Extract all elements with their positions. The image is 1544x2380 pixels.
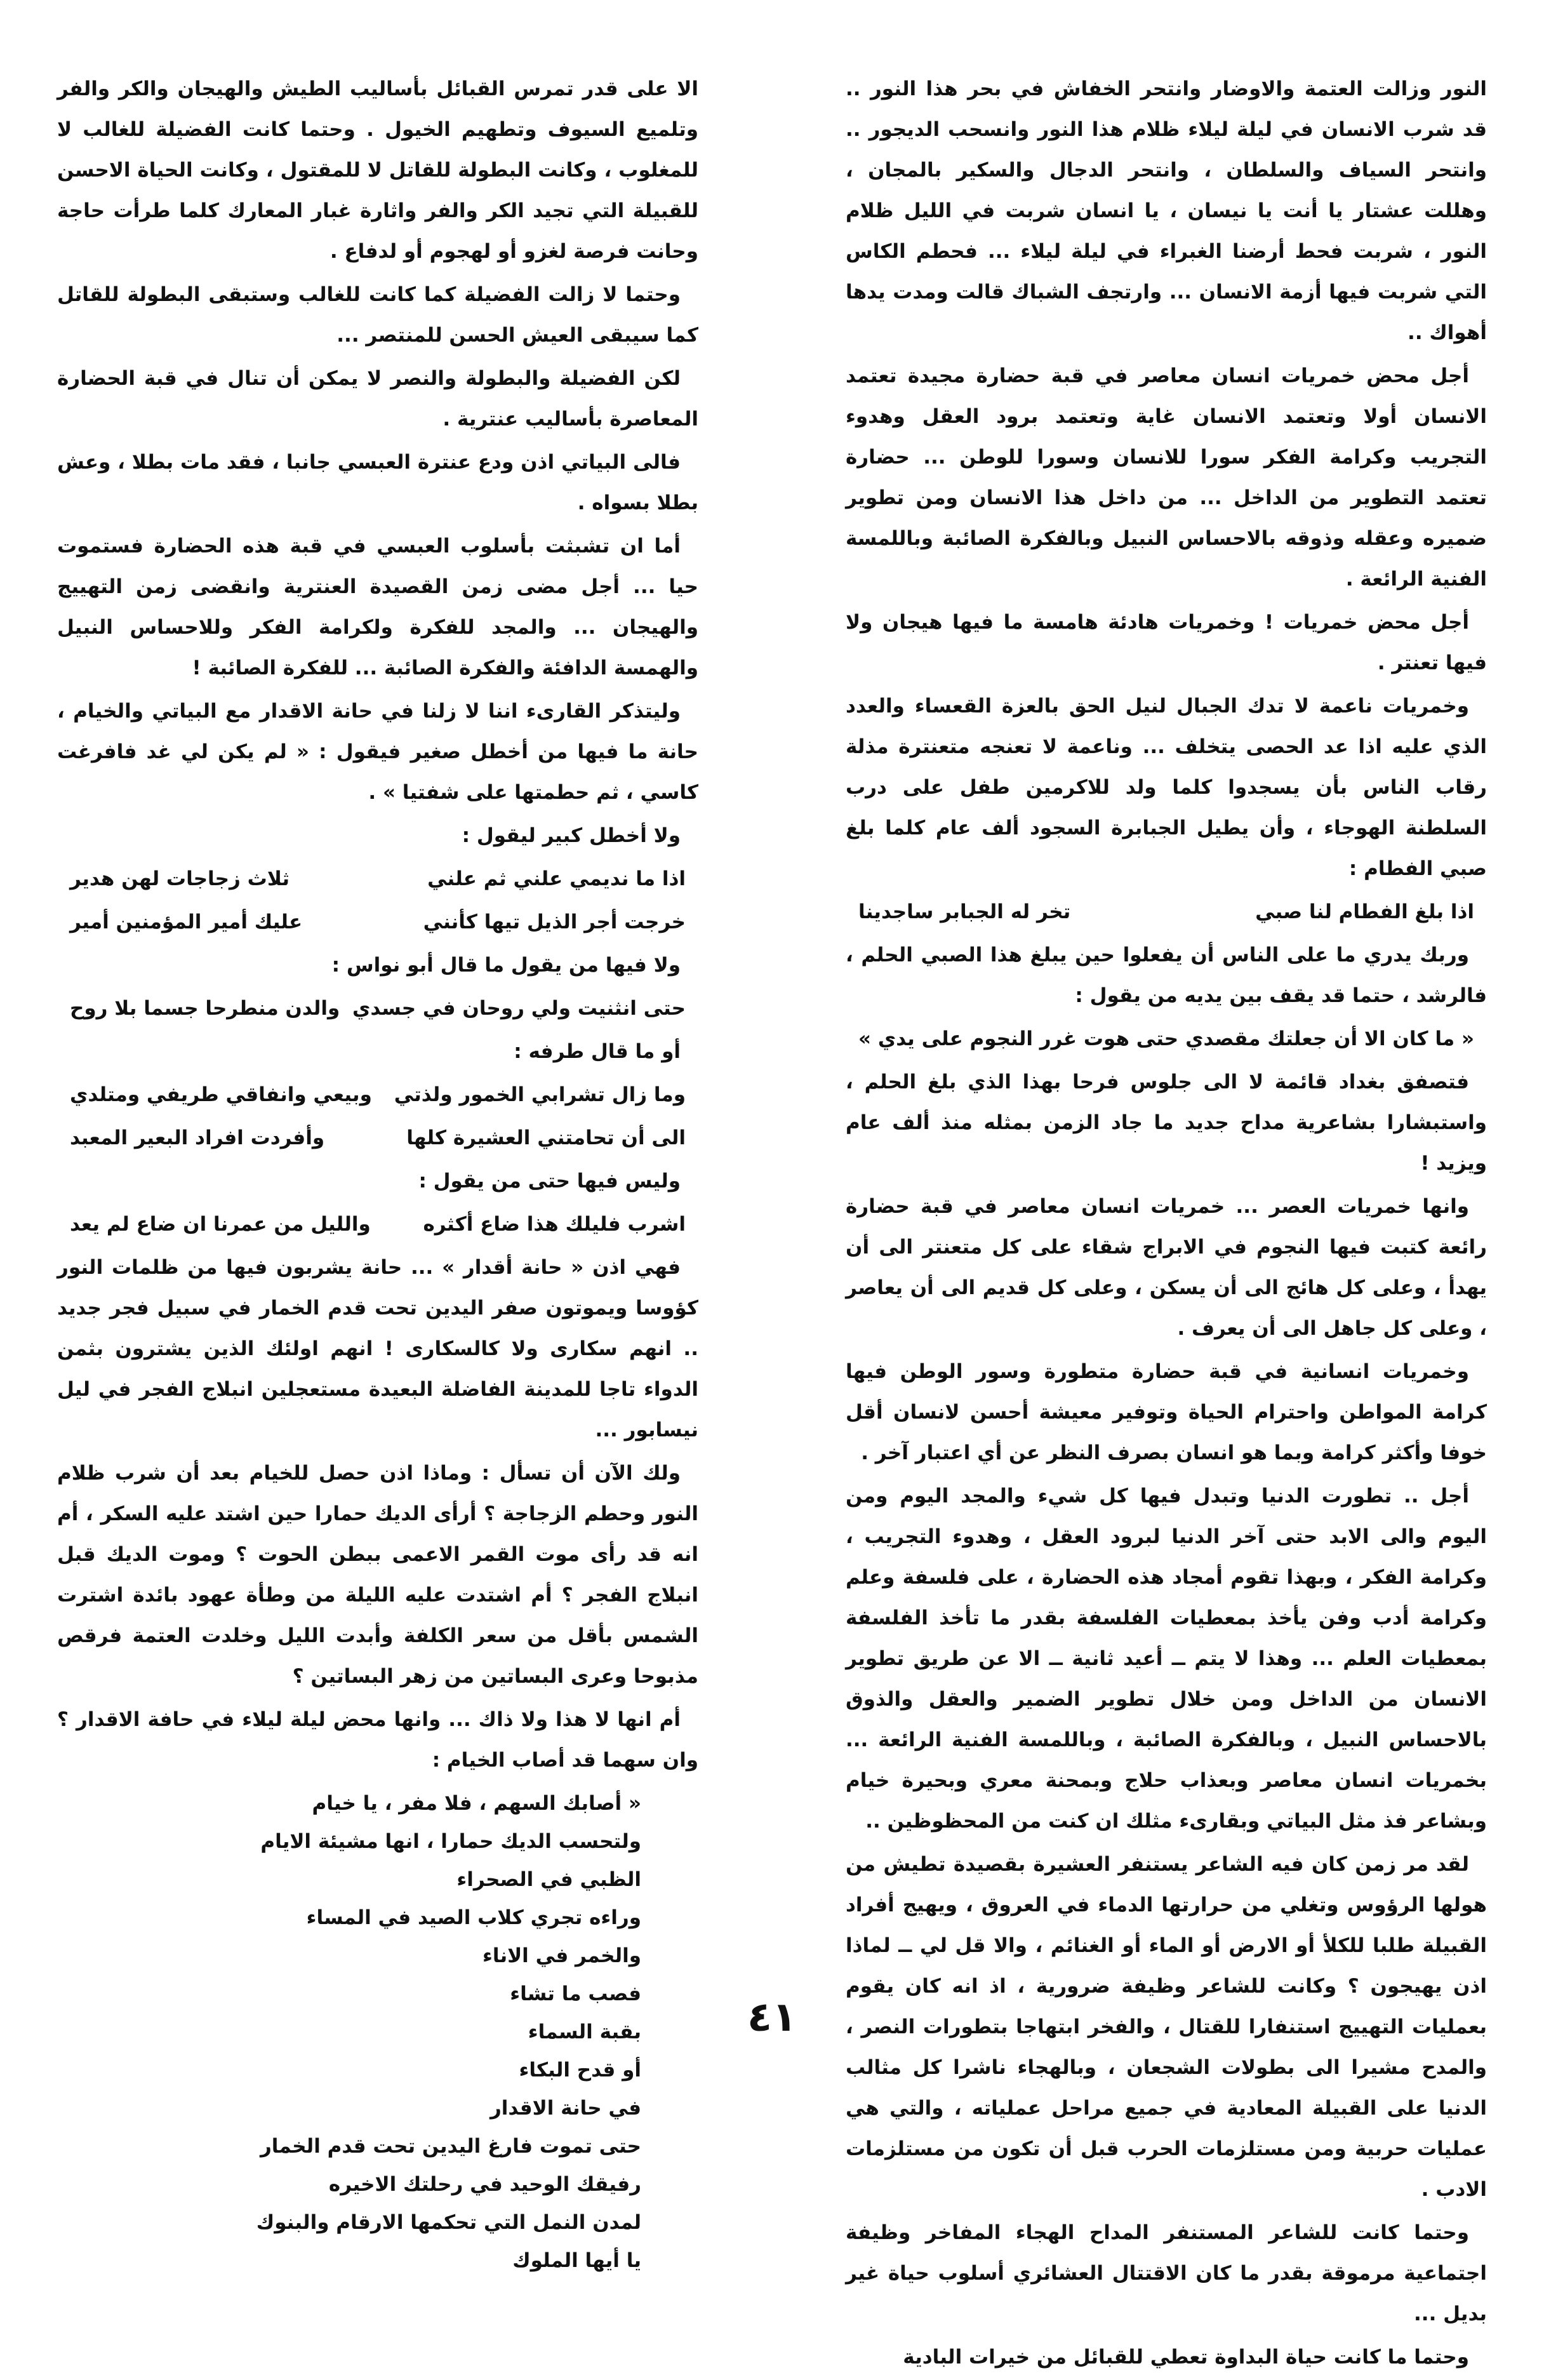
paragraph: وليتذكر القارىء اننا لا زلنا في حانة الاقدار مع البياتي والخيام ، حانة ما فيها من أخطل صغير فيقول : « لم يكن لي غد فافرغت كاسي ، ثم حطمتها على شفتيا » .	[57, 700, 698, 804]
paragraph: وخمريات ناعمة لا تدك الجبال لنيل الحق بالعزة القعساء والعدد الذي عليه اذا عد الحصى يتخلف ... وناعمة لا تعنجه متعنترة مذلة رقاب الناس بأن يسجدوا كلما ولد للاكرمين طفل على درب السلطنة الهوجاء ، وأن يطيل الجبابرة السجود ألف عام كلما بلغ صبي الفطام :	[846, 695, 1487, 880]
poem-line: ولتحسب الديك حمارا ، انها مشيئة الايام	[260, 1830, 641, 1853]
verse-second-hemistich: وبيعي وانفاقي طريفي ومتلدي	[70, 1083, 372, 1106]
paragraph: وخمريات انسانية في قبة حضارة متطورة وسور الوطن فيها كرامة المواطن واحترام الحياة وتوفير معيشة أحسن لانسان أقل خوفا وأكثر كرامة وبما هو انسان بصرف النظر عن أي اعتبار آخر .	[846, 1360, 1487, 1464]
poem-line: رفيقك الوحيد في رحلتك الاخيره	[328, 2173, 641, 2196]
paragraph: أجل محض خمريات انسان معاصر في قبة حضارة مجيدة تعتمد الانسان أولا وتعتمد الانسان غاية وتعتمد برود العقل وهدوء التجريب وكرامة الفكر سورا للانسان وسورا للوطن ... حضارة تعتمد التطوير من الداخل ... من داخل هذا الانسان ومن تطوير ضميره وعقله وذوقه بالاحساس النبيل وبالفكرة الصائبة وباللمسة الفنية الرائعة .	[846, 364, 1487, 591]
poem-verse	[70, 1204, 686, 1245]
poem-line: الظبي في الصحراء	[456, 1868, 641, 1891]
poem-verse	[70, 988, 686, 1029]
page-number: ٤١	[747, 1994, 797, 2041]
right-column	[846, 69, 1487, 2380]
poem-verse	[858, 1019, 1474, 1059]
paragraph: ولا فيها من يقول ما قال أبو نواس :	[331, 954, 681, 977]
verse-second-hemistich: والليل من عمرنا ان ضاع لم يعد	[70, 1213, 371, 1236]
verse-first-hemistich: خرجت أجر الذيل تيها كأنني	[423, 911, 686, 933]
left-column	[57, 69, 698, 2280]
poem-verse	[70, 902, 686, 942]
verse-first-hemistich: الى أن تحامتني العشيرة كلها	[406, 1126, 686, 1149]
paragraph: لقد مر زمن كان فيه الشاعر يستنفر العشيرة بقصيدة تطيش من هولها الرؤوس وتغلي من حرارتها الدماء في العروق ، ويهيج أفراد القبيلة طلبا للكلأ أو الارض أو الماء أو الغنائم ، والا قل لي ــ لماذا اذن يهيجون ؟ وكانت للشاعر وظيفة ضرورية ، اذ انه كان يقوم بعمليات التهييج استنفارا للقتال ، والفخر ابتهاجا بتطورات النصر ، والمدح مشيرا الى بطولات الشجعان ، وبالهجاء ناشرا كل مثالب الدنيا على القبيلة المعادية في جميع مراحل عملياته ، والتي هي عمليات حربية ومن مستلزمات الحرب قبل أن تكون من مستلزمات الادب .	[846, 1853, 1487, 2201]
poem-verse	[70, 1118, 686, 1158]
verse-first-hemistich: اذا ما نديمي علني ثم علني	[427, 867, 686, 890]
paragraph: أما ان تشبثت بأسلوب العبسي في قبة هذه الحضارة فستموت حيا ... أجل مضى زمن القصيدة العنترية وانقضى زمن التهييج والهيجان ... والمجد للفكرة ولكرامة الفكر وللاحساس النبيل والهمسة الدافئة والفكرة الصائبة ... للفكرة الصائبة !	[57, 535, 698, 679]
paragraph: وربك يدري ما على الناس أن يفعلوا حين يبلغ هذا الصبي الحلم ، فالرشد ، حتما قد يقف بين يديه من يقول :	[846, 944, 1487, 1007]
paragraph: الا على قدر تمرس القبائل بأساليب الطيش والهيجان والكر والفر وتلميع السيوف وتطهيم الخيول . وحتما كانت الفضيلة للغالب لا للمغلوب ، وكانت البطولة للقاتل لا للمقتول ، وكانت الحياة الاحسن للقبيلة التي تجيد الكر والفر واثارة غبار المعارك كلما طرأت حاجة وحانت فرصة لغزو أو لهجوم أو لدفاع .	[57, 77, 698, 263]
poem-line: فصب ما تشاء	[510, 1982, 641, 2005]
paragraph: أو ما قال طرفه :	[514, 1040, 681, 1063]
poem-line: بقبة السماء	[528, 2021, 641, 2043]
paragraph: وحتما ما كانت حياة البداوة تعطي للقبائل من خيرات البادية	[903, 2346, 1469, 2369]
poem-line: لمدن النمل التي تحكمها الارقام والبنوك	[256, 2211, 641, 2234]
verse-second-hemistich: والدن منطرحا جسما بلا روح	[70, 997, 340, 1020]
paragraph: ولك الآن أن تسأل : وماذا اذن حصل للخيام بعد أن شرب ظلام النور وحطم الزجاجة ؟ أرأى الديك حمارا حين اشتد عليه السكر ، أم انه قد رأى موت القمر الاعمى ببطن الحوت ؟ وموت الديك قبل انبلاج الفجر ؟ أم اشتدت عليه الليلة من وطأة عهود بائدة اشترت الشمس بأقل من سعر الكلفة وأبدت الليل وخلدت العتمة فرقص مذبوحا وعرى البساتين من زهر البساتين ؟	[57, 1462, 698, 1688]
paragraph: أجل محض خمريات ! وخمريات هادئة هامسة ما فيها هيجان ولا فيها تعنتر .	[846, 611, 1487, 674]
paragraph: وانها خمريات العصر ... خمريات انسان معاصر في قبة حضارة رائعة كتبت فيها النجوم في الابراج شقاء على كل متعنتر الى أن يهدأ ، وعلى كل هائج الى أن يسكن ، وعلى كل قديم الى أن يعاصر ، وعلى كل جاهل الى أن يعرف .	[846, 1195, 1487, 1340]
paragraph: فتصفق بغداد قائمة لا الى جلوس فرحا بهذا الذي بلغ الحلم ، واستبشارا بشاعرية مداح جديد ما جاد الزمن بمثله منذ ألف عام ويزيد !	[846, 1071, 1487, 1175]
paragraph: ولا أخطل كبير ليقول :	[462, 824, 681, 847]
quoted-poem	[57, 1784, 641, 2280]
poem-line: حتى تموت فارغ اليدين تحت قدم الخمار	[260, 2135, 641, 2158]
poem-line: يا أيها الملوك	[512, 2249, 641, 2272]
paragraph: وحتما كانت للشاعر المستنفر المداح الهجاء المفاخر وظيفة اجتماعية مرموقة بقدر ما كان الاقتتال العشائري أسلوب حياة غير بديل ...	[846, 2221, 1487, 2325]
poem-line: أو قدح البكاء	[519, 2059, 641, 2082]
paragraph: أجل .. تطورت الدنيا وتبدل فيها كل شيء والمجد اليوم ومن اليوم والى الابد حتى آخر الدنيا لبرود العقل ، وهدوء التجريب ، وكرامة الفكر ، وبهذا تقوم أمجاد هذه الحضارة ، على فلسفة وعلم وكرامة أدب وفن يأخذ بمعطيات الفلسفة بقدر ما تأخذ الفلسفة بمعطيات العلم ... وهذا لا يتم ــ أعيد ثانية ــ الا عن طريق تطوير الانسان من الداخل ومن خلال تطوير الضمير والعقل والذوق بالاحساس النبيل ، وبالفكرة الصائبة ، وباللمسة الفنية الرائعة ... بخمريات انسان معاصر وبعذاب حلاج وبمحنة معري وبحيرة خيام وبشاعر فذ مثل البياتي وبقارىء مثلك ان كنت من المحظوظين ..	[846, 1485, 1487, 1833]
paragraph: وحتما لا زالت الفضيلة كما كانت للغالب وستبقى البطولة للقاتل كما سيبقى العيش الحسن للمنتصر ...	[57, 283, 698, 347]
verse-second-hemistich: عليك أمير المؤمنين أمير	[70, 911, 303, 933]
verse-first-hemistich: وما زال تشرابي الخمور ولذتي	[394, 1083, 686, 1106]
verse-first-hemistich: حتى انثنيت ولي روحان في جسدي	[352, 997, 686, 1020]
verse-second-hemistich: وأفردت افراد البعير المعبد	[70, 1126, 325, 1149]
paragraph: لكن الفضيلة والبطولة والنصر لا يمكن أن تنال في قبة الحضارة المعاصرة بأساليب عنترية .	[57, 367, 698, 431]
poem-verse	[70, 1074, 686, 1115]
poem-line: وراءه تجري كلاب الصيد في المساء	[306, 1906, 641, 1929]
verse-second-hemistich: حتى هوت غرر النجوم على يدي »	[858, 1027, 1179, 1050]
poem-line: « أصابك السهم ، فلا مفر ، يا خيام	[312, 1792, 641, 1815]
verse-first-hemistich: اذا بلغ الفطام لنا صبي	[1255, 900, 1474, 923]
paragraph: النور وزالت العتمة والاوضار وانتحر الخفاش في بحر هذا النور .. قد شرب الانسان في ليلة ليلاء ظلام هذا النور وانسحب الديجور .. وانتحر السياف والسلطان ، وانتحر الدجال والسكير بالمجان ، وهللت عشتار يا أنت يا نيسان ، يا انسان شربت في الليل ظلام النور ، شربت فحط أرضنا الغبراء في ليلة ليلاء ... فحطم الكاس التي شربت فيها أزمة الانسان ... وارتجف الشباك قالت ومدت يدها أهواك ..	[846, 77, 1487, 344]
poem-verse	[858, 892, 1474, 932]
poem-line: والخمر في الاناء	[482, 1944, 641, 1967]
verse-second-hemistich: تخر له الجبابر ساجدينا	[858, 900, 1071, 923]
poem-verse	[70, 859, 686, 899]
verse-second-hemistich: ثلاث زجاجات لهن هدير	[70, 867, 290, 890]
verse-first-hemistich: اشرب فليلك هذا ضاع أكثره	[423, 1213, 686, 1236]
paragraph: فهي اذن « حانة أقدار » ... حانة يشربون فيها من ظلمات النور كؤوسا ويموتون صفر اليدين تحت قدم الخمار في سبيل فجر جديد .. انهم سكارى ولا كالسكارى ! انهم اولئك الذين يشترون بثمن الدواء تاجا للمدينة الفاضلة البعيدة مستعجلين انبلاج الفجر في ليل نيسابور ...	[57, 1256, 698, 1441]
paragraph: وليس فيها حتى من يقول :	[418, 1170, 681, 1193]
poem-line: في حانة الاقدار	[489, 2097, 641, 2120]
paragraph: أم انها لا هذا ولا ذاك ... وانها محض ليلة ليلاء في حافة الاقدار ؟ وان سهما قد أصاب الخيام :	[57, 1708, 698, 1772]
paragraph: فالى البياتي اذن ودع عنترة العبسي جانبا ، فقد مات بطلا ، وعش بطلا بسواه .	[57, 451, 698, 514]
verse-first-hemistich: « ما كان الا أن جعلتك مقصدي	[1185, 1027, 1474, 1050]
